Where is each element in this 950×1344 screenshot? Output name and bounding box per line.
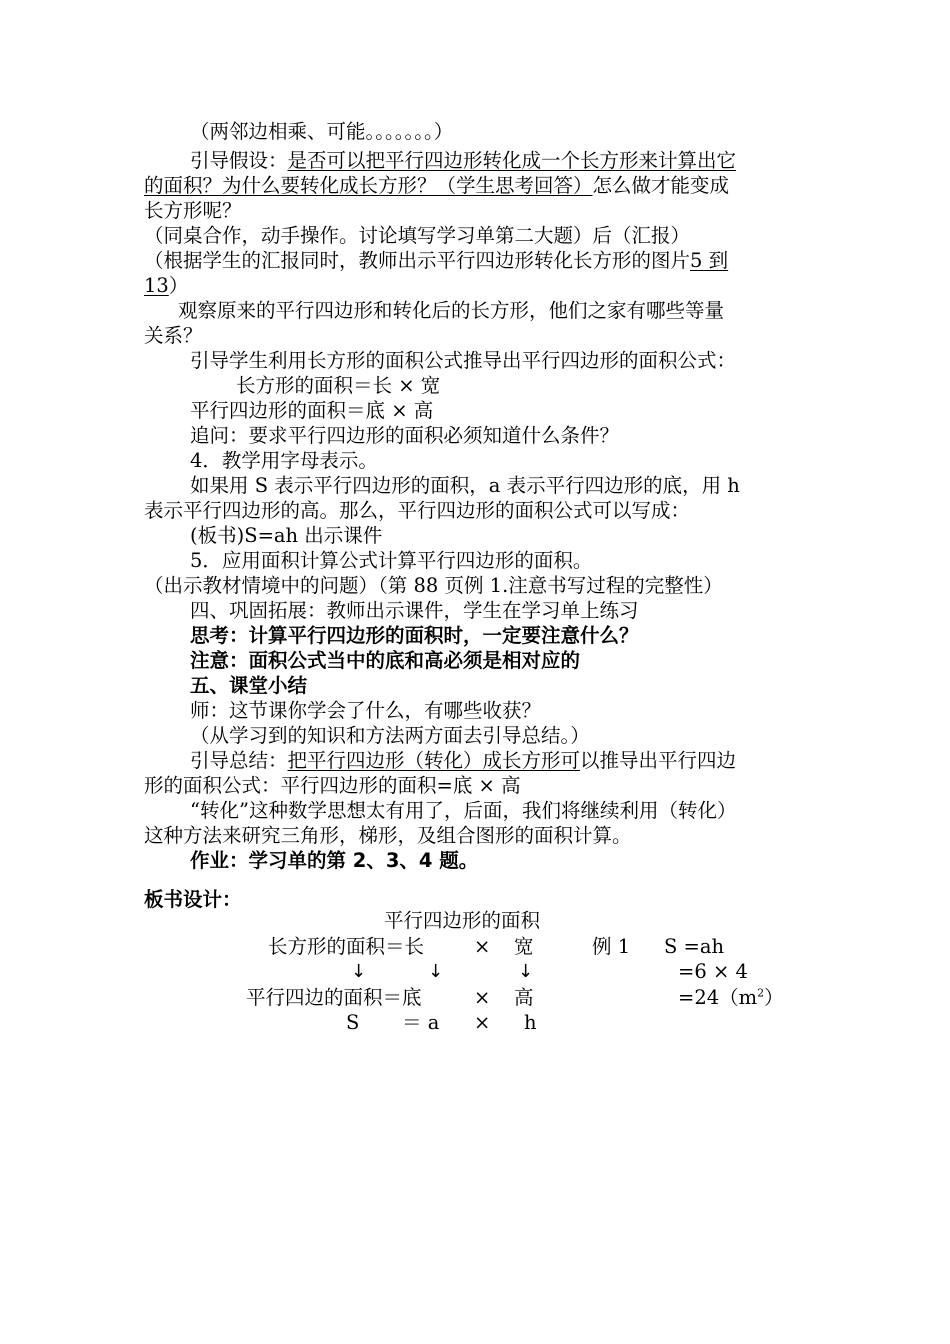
text-line: 如果用 S 表示平行四边形的面积，a 表示平行四边形的底，用 h xyxy=(190,474,740,497)
text-line: 四、巩固拓展：教师出示课件，学生在学习单上练习 xyxy=(190,599,639,622)
text-line: （两邻边相乘、可能。。。。。。。） xyxy=(190,120,454,143)
text-line: 追问：要求平行四边形的面积必须知道什么条件？ xyxy=(190,424,620,447)
text-line: 师：这节课你学会了什么，有哪些收获？ xyxy=(190,699,542,722)
board-parallelogram-formula: 平行四边的面积＝底 xyxy=(246,986,422,1009)
example-step: =6 × 4 xyxy=(678,960,748,983)
text-line: 5．应用面积计算公式计算平行四边形的面积。 xyxy=(190,549,593,572)
text-line: 表示平行四边形的高。那么，平行四边形的面积公式可以写成： xyxy=(144,499,691,522)
text-line xyxy=(144,249,728,273)
formula-rectangle-area: 长方形的面积＝长 × 宽 xyxy=(236,374,441,397)
text-line: 长方形呢？ xyxy=(144,199,242,222)
down-arrow-icon: ↓ xyxy=(428,961,444,982)
multiply-sign: × xyxy=(474,1011,491,1034)
board-design-heading: 板书设计： xyxy=(144,888,242,911)
line-tail: 以推导出平行四边 xyxy=(580,749,737,772)
line-lead: 引导总结： xyxy=(190,749,288,772)
underlined-text: 13 xyxy=(144,274,169,297)
text-line: 形的面积公式：平行四边形的面积=底 × 高 xyxy=(144,774,521,797)
unit-exponent: 2 xyxy=(757,986,765,1000)
bold-heading: 注意：面积公式当中的底和高必须是相对应的 xyxy=(190,649,581,672)
text-line: 关系？ xyxy=(144,324,203,347)
board-rect-formula: 长方形的面积＝长 xyxy=(268,935,425,958)
underlined-text: 把平行四边形（转化）成长方形可 xyxy=(287,749,581,772)
symbol-equals-a: ＝ a xyxy=(402,1011,440,1034)
board-height: 高 xyxy=(514,986,534,1009)
text-line: 观察原来的平行四边形和转化后的长方形，他们之家有哪些等量 xyxy=(178,299,725,322)
example-label: 例 1 xyxy=(592,935,631,958)
text-line: 引导学生利用长方形的面积公式推导出平行四边形的面积公式： xyxy=(190,349,737,372)
multiply-sign: × xyxy=(474,935,491,958)
down-arrow-icon: ↓ xyxy=(351,961,367,982)
example-equation: S =ah xyxy=(664,935,725,958)
formula-parallelogram-area: 平行四边形的面积＝底 × 高 xyxy=(190,399,434,422)
text-line xyxy=(144,174,729,198)
text-line: (板书)S=ah 出示课件 xyxy=(190,524,383,547)
bold-heading: 思考：计算平行四边形的面积时，一定要注意什么？ xyxy=(190,624,639,647)
symbol-s: S xyxy=(346,1011,360,1034)
board-title: 平行四边形的面积 xyxy=(384,909,541,932)
homework-line: 作业：学习单的第 2、3、4 题。 xyxy=(190,849,479,872)
line-lead: 引导假设： xyxy=(190,149,288,172)
text-line xyxy=(190,749,736,773)
down-arrow-icon: ↓ xyxy=(518,961,534,982)
section-heading: 五、课堂小结 xyxy=(190,674,308,697)
board-width: 宽 xyxy=(514,935,534,958)
text-line: 4．教学用字母表示。 xyxy=(190,449,378,472)
line-lead: （根据学生的汇报同时，教师出示平行四边形转化长方形的图片 xyxy=(144,249,691,272)
text-line: 这种方法来研究三角形，梯形，及组合图形的面积计算。 xyxy=(144,824,632,847)
text-line: （同桌合作，动手操作。讨论填写学习单第二大题）后（汇报） xyxy=(144,224,691,247)
underlined-text: 5 到 xyxy=(690,249,729,272)
text-line: “转化”这种数学思想太有用了，后面，我们将继续利用（转化） xyxy=(190,799,737,822)
text-line xyxy=(190,149,736,173)
example-result xyxy=(678,986,784,1010)
line-tail: 怎么做才能变成 xyxy=(592,174,730,197)
text-line xyxy=(144,274,188,298)
underlined-text: 的面积？为什么要转化成长方形？（学生思考回答） xyxy=(144,174,593,197)
multiply-sign: × xyxy=(474,986,491,1009)
result-value: =24（m xyxy=(678,986,758,1009)
result-close: ） xyxy=(764,986,784,1009)
text-line: （出示教材情境中的问题）（第 88 页例 1.注意书写过程的完整性） xyxy=(144,574,723,597)
symbol-h: h xyxy=(524,1011,537,1034)
underlined-text: 是否可以把平行四边形转化成一个长方形来计算出它 xyxy=(287,149,737,172)
line-tail: ） xyxy=(168,274,189,297)
text-line: （从学习到的知识和方法两方面去引导总结。） xyxy=(190,724,590,747)
